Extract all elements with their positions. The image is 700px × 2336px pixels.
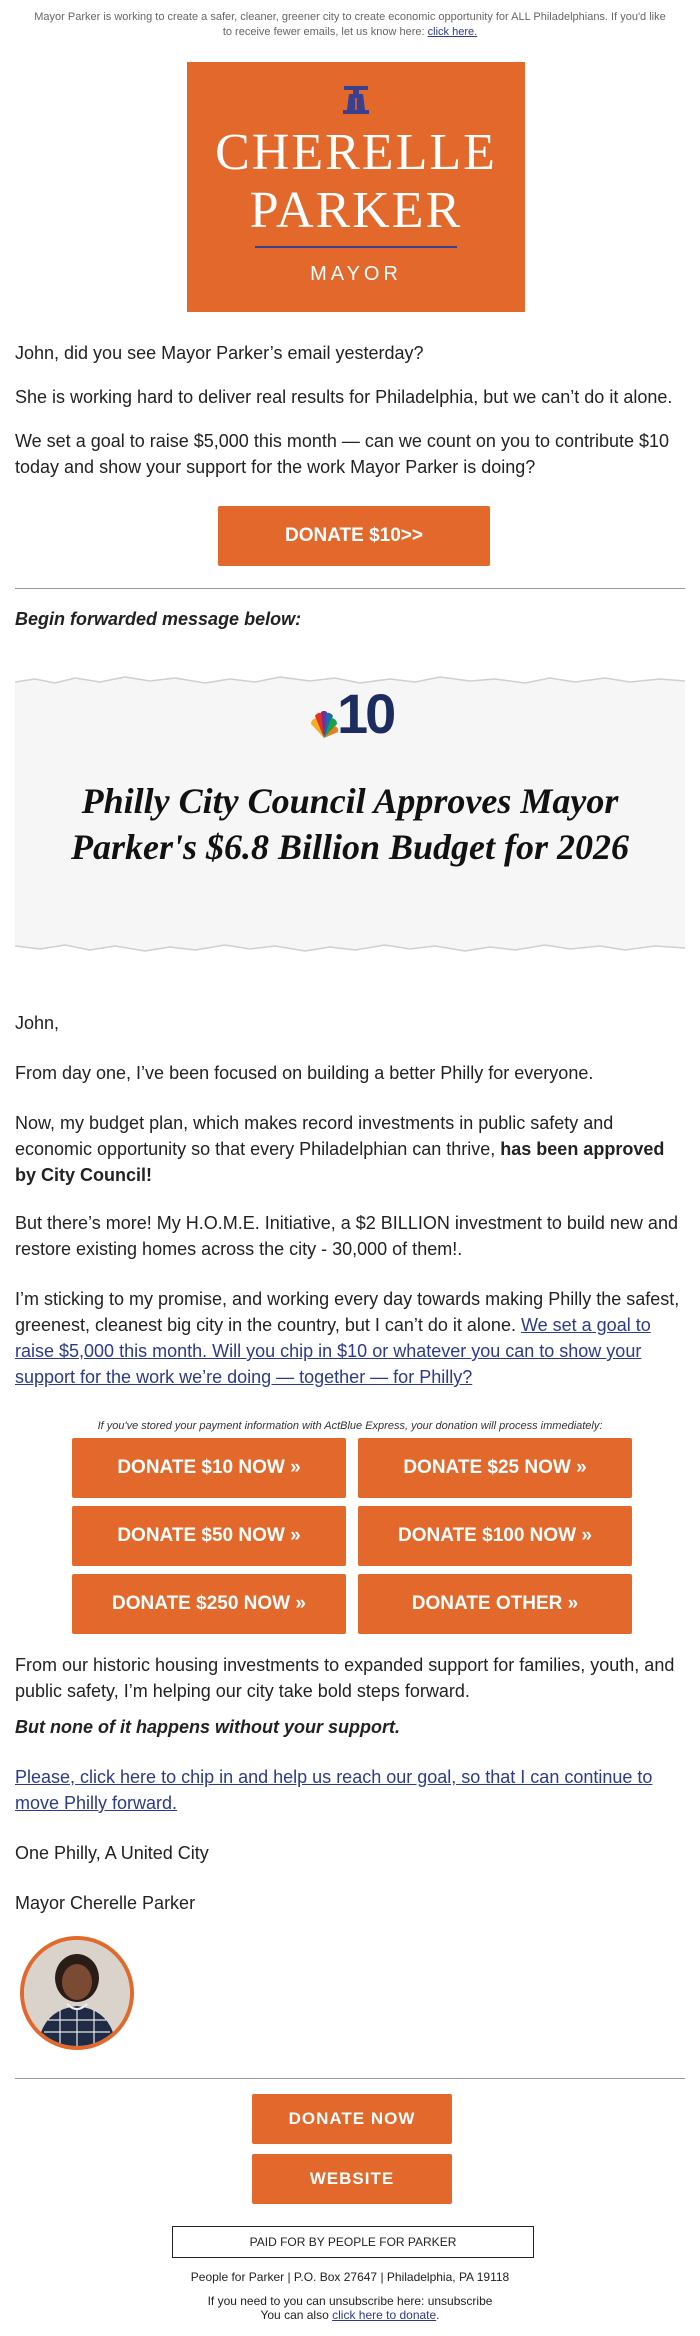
peacock-icon xyxy=(307,710,341,740)
letter-budget xyxy=(15,1110,685,1188)
donate-25-now-button[interactable]: DONATE $25 NOW » xyxy=(358,1438,632,1498)
donate-10-button[interactable]: DONATE $10>> xyxy=(218,506,490,566)
paid-for-box: PAID FOR BY PEOPLE FOR PARKER xyxy=(172,2226,534,2258)
torn-edge-bottom xyxy=(15,940,685,960)
chip-in-link[interactable]: We set a goal to raise $5,000 this month. Will you chip in $10 or whatever you can to show your support for the work we’re doing — together — for Philly? xyxy=(15,1315,651,1387)
donate-50-now-button[interactable]: DONATE $50 NOW » xyxy=(72,1506,346,1566)
donate-250-now-button[interactable]: DONATE $250 NOW » xyxy=(72,1574,346,1634)
closing-housing: From our historic housing investments to expanded support for families, youth, and public safety, I’m helping our city take bold steps forward. xyxy=(15,1655,675,1701)
cherelle-parker-logo[interactable] xyxy=(187,62,525,312)
donate-100-now-button[interactable]: DONATE $100 NOW » xyxy=(358,1506,632,1566)
donate-line-text: You can also xyxy=(260,2308,333,2322)
letter-greeting: John, xyxy=(15,1013,60,1033)
donate-10-now-button[interactable]: DONATE $10 NOW » xyxy=(72,1438,346,1498)
letter-home-initiative: But there’s more! My H.O.M.E. Initiative, a $2 BILLION investment to build new and restore existing homes across the city - 30,000 of them!. xyxy=(15,1213,678,1259)
signoff-slogan: One Philly, A United City xyxy=(15,1843,209,1863)
unsubscribe-line[interactable]: If you need to you can unsubscribe here: unsubscribe xyxy=(207,2294,493,2308)
intro-question: John, did you see Mayor Parker’s email yesterday? xyxy=(15,343,424,363)
mayor-avatar xyxy=(20,1936,134,2050)
letter-promise-text: I’m sticking to my promise, and working every day towards making Philly the safest, greenest, cleanest big city in the country, but I can’t do it alone. xyxy=(15,1289,680,1335)
preheader xyxy=(30,10,670,40)
nbc10-number: 10 xyxy=(337,682,394,745)
donate-other-button[interactable]: DONATE OTHER » xyxy=(358,1574,632,1634)
actblue-note: If you've stored your payment information with ActBlue Express, your donation will process immediately: xyxy=(97,1420,603,1432)
letter-promise xyxy=(15,1286,685,1390)
nbc10-logo xyxy=(307,682,399,745)
donate-line-period: . xyxy=(436,2308,440,2322)
logo-name-first: CHERELLE xyxy=(215,124,497,181)
mayor-portrait-icon xyxy=(24,1940,130,2046)
footer-website-button[interactable]: WEBSITE xyxy=(252,2154,452,2204)
footer-click-to-donate-link[interactable]: click here to donate xyxy=(332,2308,437,2322)
letter-day-one: From day one, I’ve been focused on building a better Philly for everyone. xyxy=(15,1063,594,1083)
divider-bottom xyxy=(15,2078,685,2079)
footer-donate-now-button[interactable]: DONATE NOW xyxy=(252,2094,452,2144)
liberty-bell-icon xyxy=(340,84,372,118)
footer-unsubscribe xyxy=(15,2294,685,2322)
donate-line xyxy=(15,2308,685,2322)
article-headline: Philly City Council Approves Mayor Parker's $6.8 Billion Budget for 2026 xyxy=(70,781,630,867)
intro-working-hard: She is working hard to deliver real results for Philadelphia, but we can’t do it alone. xyxy=(15,387,673,407)
news-article-banner[interactable] xyxy=(15,668,685,960)
closing-support: But none of it happens without your support. xyxy=(15,1717,400,1737)
chip-in-reach-goal-link[interactable]: Please, click here to chip in and help us reach our goal, so that I can continue to move Philly forward. xyxy=(15,1767,653,1813)
letter-budget-approved: has been approved by City Council! xyxy=(15,1139,665,1185)
logo-divider xyxy=(255,246,457,248)
signoff-name: Mayor Cherelle Parker xyxy=(15,1893,196,1913)
preheader-click-here-link[interactable]: click here. xyxy=(427,26,478,38)
letter-budget-text: Now, my budget plan, which makes record investments in public safety and economic opportunity so that every Philadelphian can thrive, xyxy=(15,1113,614,1159)
intro-goal: We set a goal to raise $5,000 this month — can we count on you to contribute $10 today and show your support for the work Mayor Parker is doing? xyxy=(15,431,670,477)
logo-name-last: PARKER xyxy=(249,182,463,239)
forwarded-label: Begin forwarded message below: xyxy=(15,609,302,629)
preheader-text: Mayor Parker is working to create a safer, cleaner, greener city to create economic opportunity for ALL Philadelphians. If you'd like to receive fewer emails, let us know here: xyxy=(34,11,666,38)
closing-link-paragraph xyxy=(15,1764,685,1816)
divider-top xyxy=(15,588,685,589)
footer-address: People for Parker | P.O. Box 27647 | Philadelphia, PA 19118 xyxy=(190,2270,510,2284)
logo-role: MAYOR xyxy=(310,263,402,285)
